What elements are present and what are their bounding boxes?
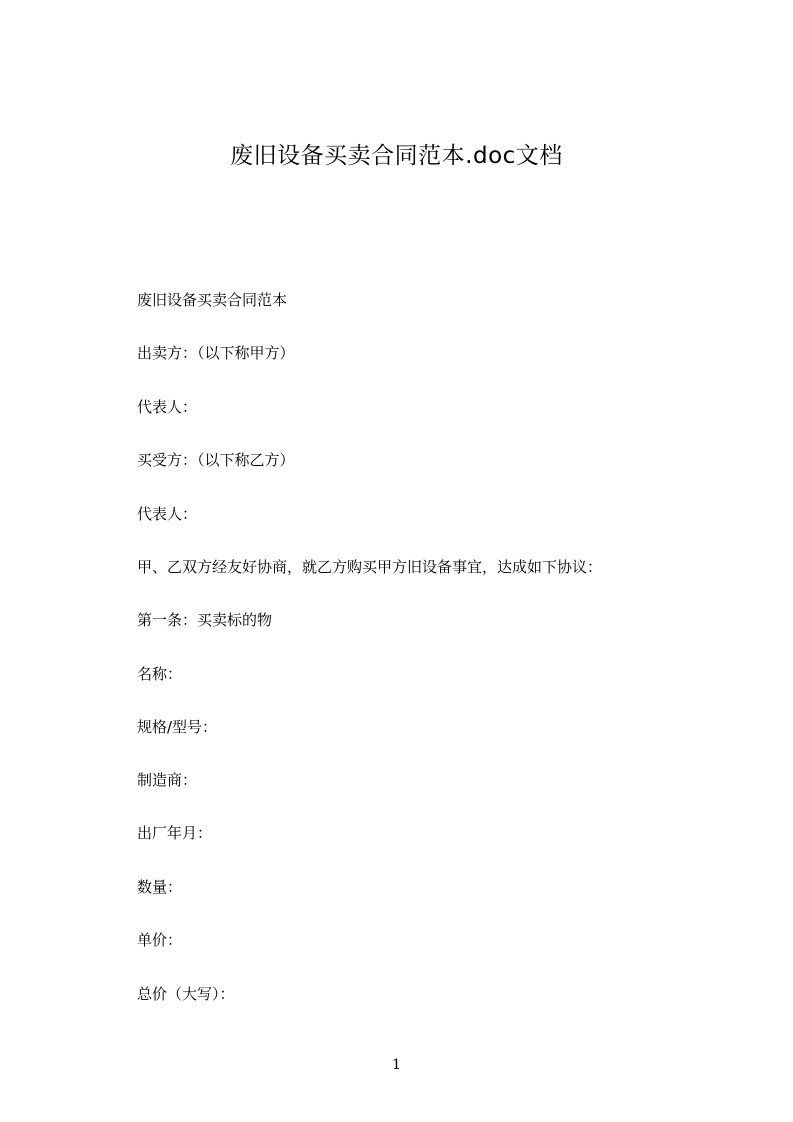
unit-price-field: 单价：: [137, 931, 183, 949]
total-price-field: 总价（大写）：: [137, 985, 235, 1003]
seller-line: 出卖方：（以下称甲方）: [137, 344, 295, 362]
manufacturer-field: 制造商：: [137, 771, 198, 789]
buyer-line: 买受方：（以下称乙方）: [137, 451, 295, 469]
quantity-field: 数量：: [137, 878, 183, 896]
seller-representative: 代表人：: [137, 398, 198, 416]
contract-heading: 废旧设备买卖合同范本: [137, 291, 288, 309]
item-name-field: 名称：: [137, 665, 183, 683]
buyer-representative: 代表人：: [137, 505, 198, 523]
item-spec-field: 规格/型号：: [137, 718, 218, 736]
production-date-field: 出厂年月：: [137, 824, 213, 842]
article-one-heading: 第一条：买卖标的物: [137, 611, 273, 629]
document-title: 废旧设备买卖合同范本.doc文档: [230, 143, 563, 169]
agreement-intro: 甲、乙双方经友好协商，就乙方购买甲方旧设备事宜，达成如下协议：: [137, 558, 603, 576]
page-number: 1: [392, 1057, 401, 1073]
